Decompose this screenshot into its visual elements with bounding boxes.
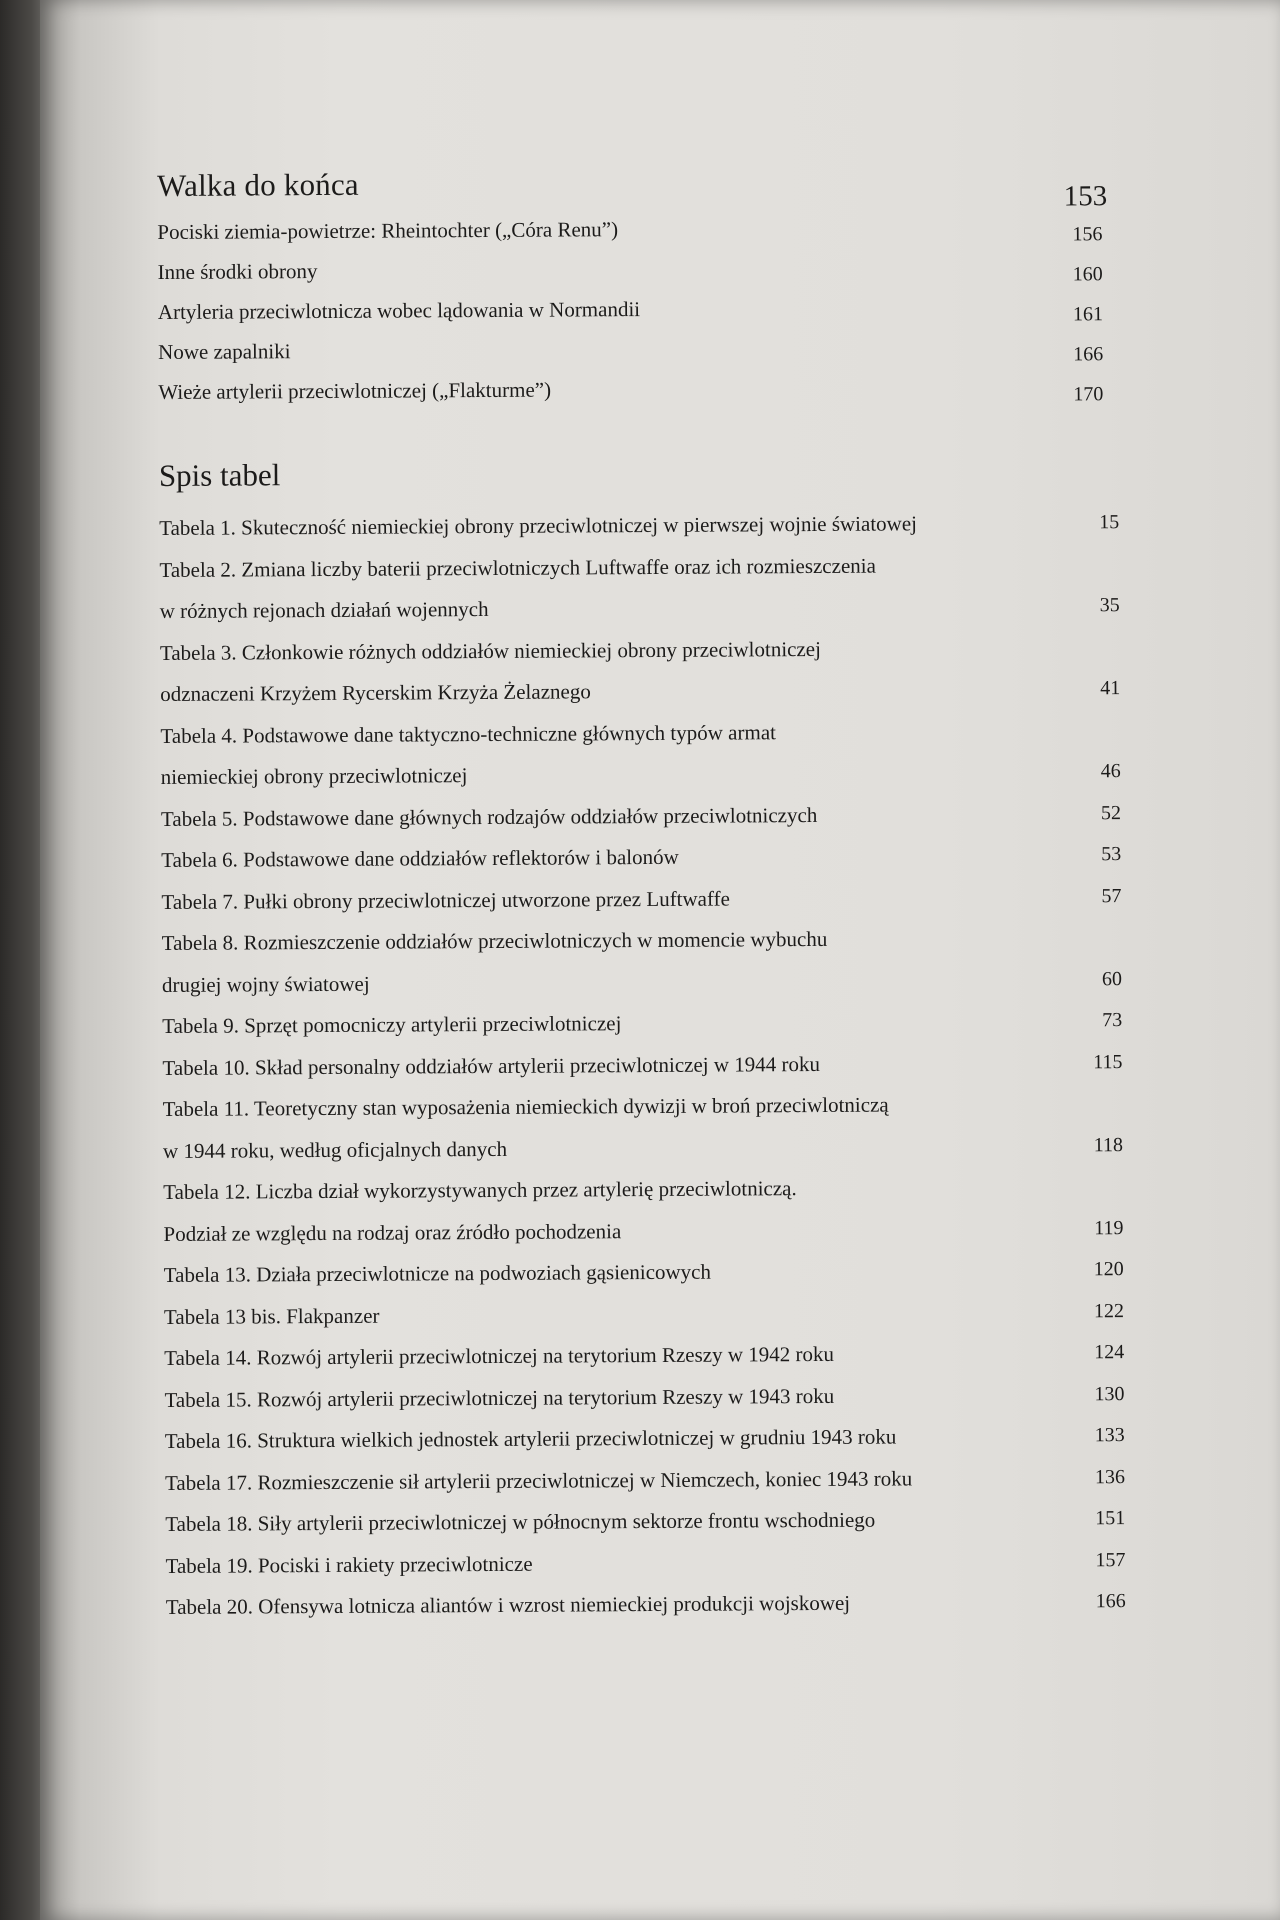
toc-entry-title: Pociski ziemia-powietrze: Rheintochter („Córa Renu”) (157, 217, 619, 244)
table-entry-title: Tabela 13 bis. Flakpanzer (163, 1303, 380, 1329)
table-entry (165, 1498, 1165, 1546)
table-entry-title-continuation: Podział ze względu na rodzaj oraz źródło pochodzenia (163, 1218, 622, 1246)
table-of-contents (157, 162, 1166, 1629)
table-entry (159, 502, 1159, 550)
table-entry-title-continuation: odznaczeni Krzyżem Rycerskim Krzyża Żelaznego (160, 679, 591, 706)
table-entry-title-continuation: niemieckiej obrony przeciwlotniczej (160, 763, 468, 789)
table-entry-title: Tabela 18. Siły artylerii przeciwlotniczej w północnym sektorze frontu wschodniego (165, 1507, 876, 1536)
table-entry-title: Tabela 10. Skład personalny oddziałów artylerii przeciwlotniczej w 1944 roku (162, 1051, 821, 1080)
table-entry-page: 115 (1093, 1050, 1123, 1073)
table-entry (161, 875, 1161, 923)
table-entry (164, 1249, 1164, 1297)
table-entry-page: 118 (1093, 1133, 1124, 1156)
table-entry (165, 1456, 1165, 1504)
toc-entry-title: Nowe zapalniki (158, 339, 291, 364)
table-entry-page: 46 (1100, 760, 1121, 783)
table-entry (164, 1290, 1164, 1338)
toc-entry-title: Wieże artylerii przeciwlotniczej („Flakturme”) (158, 377, 552, 404)
toc-entry (158, 286, 1158, 332)
table-entry (160, 709, 1160, 798)
toc-entry-page: 166 (1073, 343, 1104, 366)
table-entry-title: Tabela 4. Podstawowe dane taktyczno-techniczne głównych typów armat (160, 719, 777, 748)
table-entry-page: 166 (1095, 1590, 1126, 1613)
table-entry-page: 122 (1093, 1299, 1125, 1322)
table-entry-title: Tabela 16. Struktura wielkich jednostek artylerii przeciwlotniczej w grudniu 1943 roku (164, 1424, 897, 1453)
table-entry-page: 119 (1094, 1216, 1124, 1239)
table-entry-page: 41 (1100, 677, 1121, 700)
table-entry-title-continuation: w 1944 roku, według oficjalnych danych (162, 1136, 508, 1163)
table-entry-page: 60 (1101, 967, 1123, 990)
table-entry-page: 133 (1094, 1424, 1125, 1447)
table-entry-title-continuation: drugiej wojny światowej (161, 971, 370, 997)
table-entry (162, 1000, 1162, 1048)
list-of-tables-heading (159, 452, 1159, 504)
table-entry (164, 1332, 1164, 1380)
table-entry (163, 1083, 1163, 1172)
table-entry-page: 57 (1101, 884, 1122, 907)
toc-entry-page: 170 (1073, 383, 1104, 406)
table-entry-page: 73 (1102, 1009, 1123, 1032)
table-entry (166, 1581, 1166, 1629)
table-entry-page: 136 (1094, 1465, 1126, 1488)
section-spacer (158, 406, 1158, 452)
table-entry-title: Tabela 7. Pułki obrony przeciwlotniczej utworzone przez Luftwaffe (161, 886, 730, 914)
table-entry (162, 1041, 1162, 1089)
table-entry-page: 151 (1095, 1507, 1126, 1530)
table-entry-title: Tabela 2. Zmiana liczby baterii przeciwlotniczych Luftwaffe oraz ich rozmieszczenia (159, 553, 876, 582)
table-entry-title: Tabela 9. Sprzęt pomocniczy artylerii przeciwlotniczej (162, 1011, 622, 1038)
table-entry-page: 53 (1101, 843, 1122, 866)
table-entry-page: 124 (1094, 1341, 1125, 1364)
table-entry-title: Tabela 1. Skuteczność niemieckiej obrony przeciwlotniczej w pierwszej wojnie światowej (159, 511, 918, 540)
table-entry-page: 52 (1100, 801, 1122, 824)
table-entry-title: Tabela 3. Członkowie różnych oddziałów niemieckiej obrony przeciwlotniczej (159, 636, 821, 665)
table-entry-page: 157 (1095, 1548, 1126, 1571)
toc-entry-page: 160 (1072, 263, 1103, 286)
section-page-number: 153 (1063, 180, 1108, 213)
toc-entry (158, 326, 1158, 372)
table-entry-title: Tabela 6. Podstawowe dane oddziałów reflektorów i balonów (161, 844, 679, 872)
toc-entry (158, 366, 1158, 412)
table-entry-title: Tabela 20. Ofensywa lotnicza aliantów i wzrost niemieckiej produkcji wojskowej (165, 1590, 851, 1619)
table-entry-title: Tabela 8. Rozmieszczenie oddziałów przeciwlotniczych w momencie wybuchu (161, 926, 828, 955)
toc-entry-page: 156 (1072, 223, 1103, 246)
table-entry (163, 1166, 1163, 1255)
table-entry-title: Tabela 12. Liczba dział wykorzystywanych przez artylerię przeciwlotniczą. (163, 1176, 797, 1204)
table-entry (161, 834, 1161, 882)
table-entry (160, 626, 1160, 715)
toc-entry (157, 206, 1157, 252)
toc-entry (158, 246, 1158, 292)
table-entry-title: Tabela 5. Podstawowe dane głównych rodzajów oddziałów przeciwlotniczych (160, 802, 818, 831)
table-entry (165, 1415, 1165, 1463)
section-title: Walka do końca (157, 166, 359, 203)
table-entry (161, 792, 1161, 840)
toc-entry-title: Artyleria przeciwlotnicza wobec lądowania w Normandii (157, 297, 641, 324)
toc-entry-page: 161 (1072, 303, 1103, 326)
section-heading (157, 162, 1157, 212)
table-entry (159, 543, 1159, 632)
table-entry (164, 1373, 1164, 1421)
table-entry-page: 15 (1099, 511, 1120, 534)
book-page (40, 0, 1280, 1920)
table-entry-title: Tabela 19. Pociski i rakiety przeciwlotnicze (165, 1551, 533, 1578)
table-entry-title: Tabela 11. Teoretyczny stan wyposażenia niemieckich dywizji w broń przeciwlotniczą (162, 1092, 889, 1121)
list-of-tables-title: Spis tabel (158, 457, 281, 493)
table-entry (165, 1539, 1165, 1587)
table-entry-page: 35 (1099, 594, 1120, 617)
list-of-tables (159, 502, 1166, 1629)
table-entry-page: 130 (1094, 1382, 1125, 1405)
toc-entry-title: Inne środki obrony (157, 259, 318, 284)
table-entry-title: Tabela 13. Działa przeciwlotnicze na podwoziach gąsienicowych (163, 1259, 712, 1287)
table-entry (162, 917, 1162, 1006)
table-entry-title-continuation: w różnych rejonach działań wojennych (159, 596, 489, 623)
table-entry-page: 120 (1093, 1258, 1124, 1281)
table-entry-title: Tabela 17. Rozmieszczenie sił artylerii przeciwlotniczej w Niemczech, koniec 1943 roku (164, 1465, 913, 1495)
table-entry-title: Tabela 14. Rozwój artylerii przeciwlotniczej na terytorium Rzeszy w 1942 roku (164, 1341, 835, 1370)
table-entry-title: Tabela 15. Rozwój artylerii przeciwlotniczej na terytorium Rzeszy w 1943 roku (164, 1383, 835, 1412)
